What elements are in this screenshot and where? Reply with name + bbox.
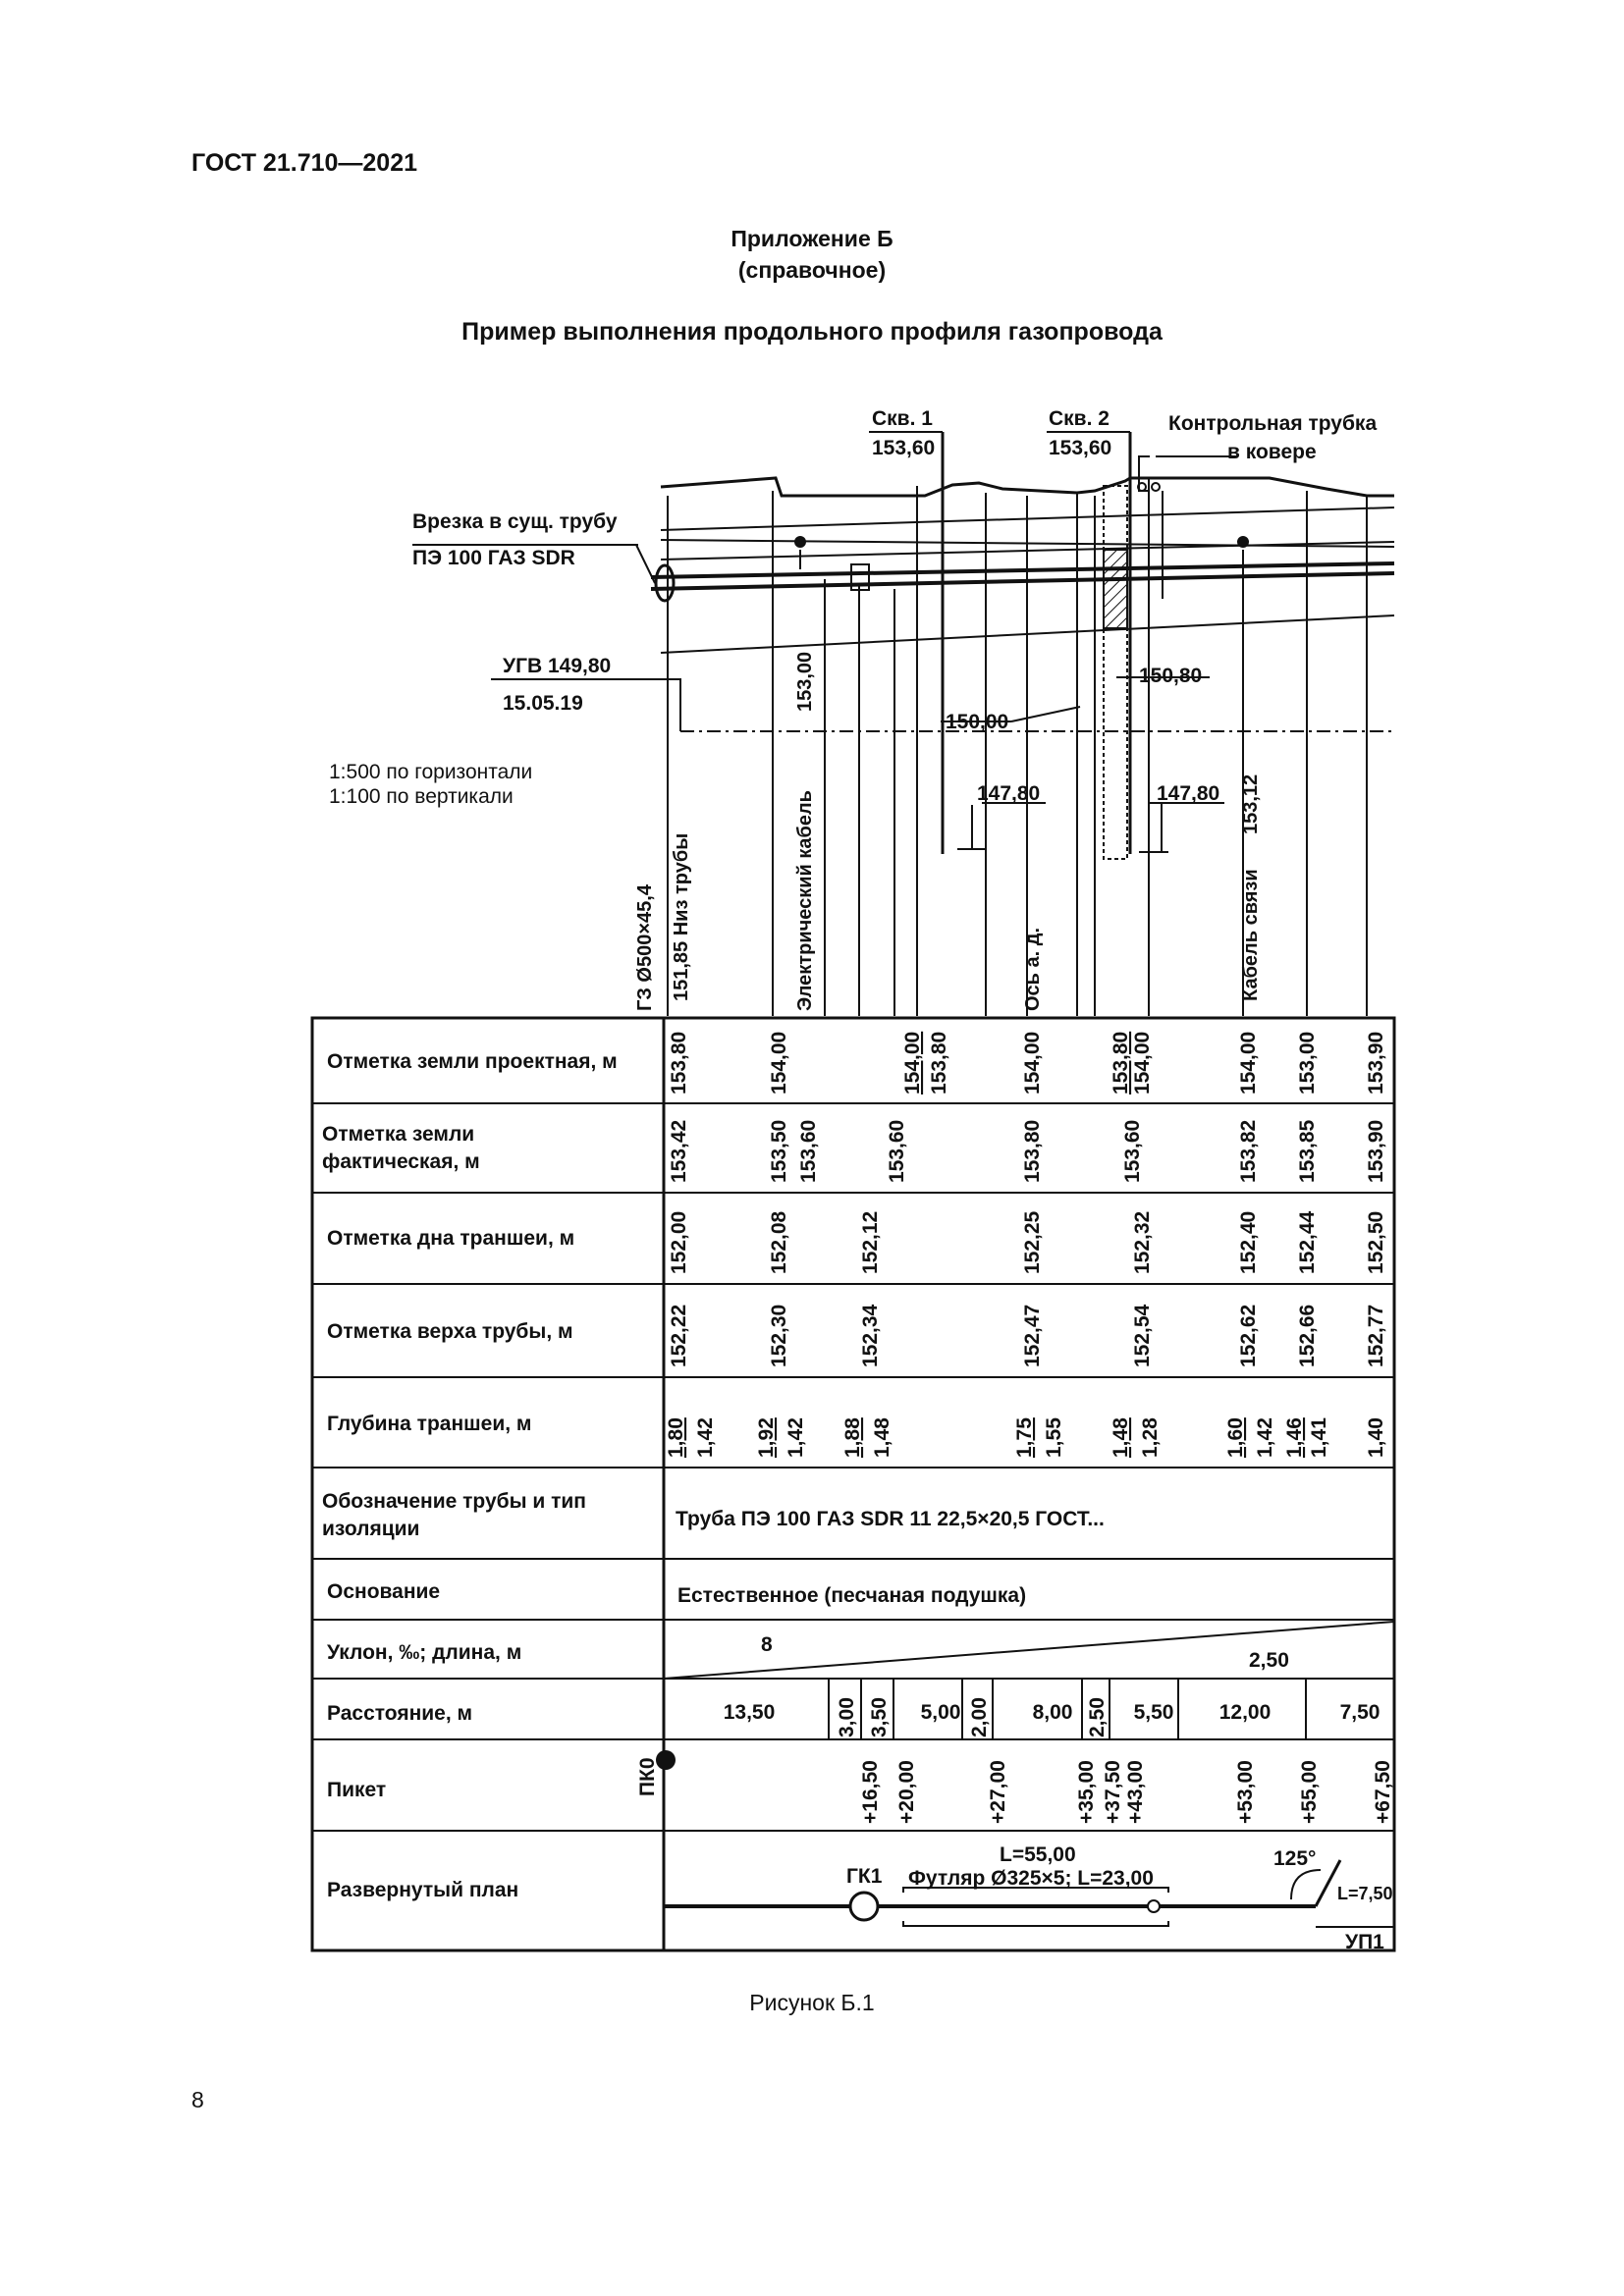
trench-depth-value: 1,48 <box>871 1417 893 1458</box>
distance-value: 5,50 <box>1133 1701 1174 1724</box>
well2-hatch <box>1104 550 1127 628</box>
plan-branch-length: L=7,50 <box>1337 1884 1393 1903</box>
trench-depth-value: 1,42 <box>1254 1417 1276 1458</box>
trench-depth-value: 1,42 <box>785 1417 807 1458</box>
distance-value: 3,00 <box>836 1697 858 1737</box>
distance-value: 3,50 <box>868 1697 891 1737</box>
trench-bottom-value: 152,32 <box>1131 1210 1154 1274</box>
distance-value: 12,00 <box>1218 1701 1272 1724</box>
actual-ground-value: 153,82 <box>1237 1119 1260 1183</box>
proj-ground-value: 153,00 <box>1296 1031 1319 1095</box>
proj-ground-value: 154,00 <box>1237 1031 1260 1095</box>
proj-ground-value: 154,00 <box>1131 1031 1154 1095</box>
actual-ground-value: 153,42 <box>668 1119 690 1183</box>
actual-ground-value: 153,80 <box>1021 1119 1044 1183</box>
scale-horizontal: 1:500 по горизонтали <box>329 761 533 783</box>
el-cable-label: Электрический кабель <box>794 790 816 1011</box>
picket-value: +55,00 <box>1298 1760 1321 1824</box>
trench-bottom-value: 152,12 <box>859 1210 882 1274</box>
pipe-top-value: 152,66 <box>1296 1304 1319 1367</box>
row-label-pipe-designation-2: изоляции <box>322 1518 420 1540</box>
pipe-designation-value: Труба ПЭ 100 ГАЗ SDR 11 22,5×20,5 ГОСТ... <box>676 1508 1105 1530</box>
trench-depth-value: 1,88 <box>841 1417 864 1458</box>
proj-ground-value: 153,80 <box>928 1031 950 1095</box>
pipe-top-value: 152,77 <box>1365 1304 1387 1367</box>
actual-ground-value: 153,90 <box>1365 1119 1387 1183</box>
ugv-date: 15.05.19 <box>503 692 583 715</box>
picket-value: +53,00 <box>1234 1760 1257 1824</box>
row-label-trench-bottom: Отметка дна траншеи, м <box>327 1227 575 1250</box>
trench-depth-value: 1,60 <box>1224 1417 1247 1458</box>
el-cable-point <box>795 537 805 547</box>
row-label-slope: Уклон, ‰; длина, м <box>327 1641 522 1664</box>
pipe-top-value: 152,34 <box>859 1304 882 1367</box>
scale-vertical: 1:100 по вертикали <box>329 785 514 808</box>
pipe-top-value: 152,47 <box>1021 1304 1044 1367</box>
distance-value: 7,50 <box>1339 1701 1380 1724</box>
road-axis-label: Ось а. д. <box>1022 927 1044 1011</box>
pipe-bottom-label: 151,85 Низ трубы <box>671 832 692 1001</box>
existing-pipe-ellipse <box>656 565 674 601</box>
row-label-picket: Пикет <box>327 1779 387 1801</box>
tapin-label-2: ПЭ 100 ГАЗ SDR <box>412 547 575 569</box>
comm-cable-label: Кабель связи <box>1240 869 1262 1001</box>
well1-label: Скв. 1 <box>872 407 933 430</box>
trench-depth-value: 1,46 <box>1283 1417 1306 1458</box>
picket-value: +37,50 <box>1102 1760 1124 1824</box>
trench-depth-value: 1,80 <box>665 1417 687 1458</box>
table-values <box>665 1032 1394 1824</box>
appendix-title: Приложение Б <box>731 226 893 251</box>
pipe-top-value: 152,22 <box>668 1304 690 1367</box>
trench-bottom-value: 152,08 <box>768 1210 790 1274</box>
proj-ground-value: 153,80 <box>1110 1031 1132 1095</box>
picket-value: +27,00 <box>987 1760 1009 1824</box>
level-147-80-b: 147,80 <box>1157 782 1220 805</box>
plan-casing: Футляр Ø325×5; L=23,00 <box>908 1867 1154 1890</box>
comm-cable-point <box>1238 537 1248 547</box>
trench-bottom-value: 152,00 <box>668 1210 690 1274</box>
row-label-base: Основание <box>327 1580 441 1603</box>
casing-end-point <box>1148 1900 1160 1912</box>
proj-ground-value: 154,00 <box>1021 1031 1044 1095</box>
trench-bottom-value: 152,50 <box>1365 1210 1387 1274</box>
distance-value: 8,00 <box>1032 1701 1073 1724</box>
level-150-00: 150,00 <box>946 711 1009 733</box>
distance-value: 13,50 <box>723 1701 776 1724</box>
picket-start: ПК0 <box>636 1757 659 1796</box>
plan-angle: 125° <box>1273 1847 1317 1870</box>
trench-bottom-value: 152,25 <box>1021 1210 1044 1274</box>
plan-up1: УП1 <box>1345 1931 1384 1953</box>
trench-depth-value: 1,41 <box>1308 1417 1330 1458</box>
well2-label: Скв. 2 <box>1049 407 1110 430</box>
el-cable-elev: 153,00 <box>794 651 816 712</box>
actual-ground-value: 153,60 <box>1121 1119 1144 1183</box>
distance-value: 5,00 <box>920 1701 961 1724</box>
figure-caption: Рисунок Б.1 <box>749 1990 875 2015</box>
proj-ground-value: 154,00 <box>901 1031 924 1095</box>
control-tube-label-2: в ковере <box>1227 441 1317 463</box>
row-label-pipe-top: Отметка верха трубы, м <box>327 1320 573 1343</box>
level-150-80: 150,80 <box>1139 665 1203 687</box>
comm-cable-elev: 153,12 <box>1240 774 1262 834</box>
plan-length: L=55,00 <box>1000 1843 1076 1866</box>
row-label-distance: Расстояние, м <box>327 1702 473 1725</box>
row-label-trench-depth: Глубина траншеи, м <box>327 1413 532 1435</box>
pipe-top-value: 152,54 <box>1131 1304 1154 1367</box>
trench-depth-value: 1,75 <box>1013 1417 1036 1458</box>
pk0-marker <box>656 1750 676 1770</box>
well1-elev: 153,60 <box>872 437 936 459</box>
actual-ground-value: 153,50 <box>768 1119 790 1183</box>
trench-depth-value: 1,55 <box>1043 1417 1065 1458</box>
page-number: 8 <box>191 2087 204 2112</box>
trench-depth-value: 1,40 <box>1365 1417 1387 1458</box>
control-tube-label: Контрольная трубка <box>1168 412 1378 435</box>
trench-bottom-value: 152,40 <box>1237 1210 1260 1274</box>
distance-value: 2,50 <box>1086 1697 1109 1737</box>
gk1-circle <box>850 1893 878 1920</box>
ground-line <box>661 478 1394 496</box>
actual-ground-value: 153,85 <box>1296 1119 1319 1183</box>
base-value: Естественное (песчаная подушка) <box>677 1584 1027 1607</box>
distance-value: 2,00 <box>968 1697 991 1737</box>
picket-value: +16,50 <box>859 1760 882 1824</box>
trench-depth-value: 1,92 <box>755 1417 778 1458</box>
actual-ground-value: 153,60 <box>797 1119 820 1183</box>
trench-bottom-value: 152,44 <box>1296 1210 1319 1274</box>
proj-ground-value: 153,80 <box>668 1031 690 1095</box>
picket-value: +20,00 <box>895 1760 918 1824</box>
row-label-actual-ground: Отметка земли <box>322 1123 475 1146</box>
row-label-actual-ground-2: фактическая, м <box>322 1150 480 1173</box>
level-147-80-a: 147,80 <box>977 782 1041 805</box>
slope-value: 8 <box>761 1633 773 1656</box>
pipe-top-value: 152,62 <box>1237 1304 1260 1367</box>
pipe-top-value: 152,30 <box>768 1304 790 1367</box>
trench-depth-value: 1,48 <box>1110 1417 1132 1458</box>
plan-gk1: ГК1 <box>846 1865 883 1888</box>
row-label-proj-ground: Отметка земли проектная, м <box>327 1050 618 1073</box>
proj-ground-value: 154,00 <box>768 1031 790 1095</box>
well2-elev: 153,60 <box>1049 437 1112 459</box>
picket-value: +43,00 <box>1124 1760 1147 1824</box>
well2-column <box>1104 486 1127 859</box>
ugv-label: УГВ 149,80 <box>503 655 612 677</box>
figure-title: Пример выполнения продольного профиля газопровода <box>461 318 1163 346</box>
picket-value: +67,50 <box>1372 1760 1394 1824</box>
actual-ground-value: 153,60 <box>886 1119 908 1183</box>
picket-value: +35,00 <box>1075 1760 1098 1824</box>
proj-ground-value: 153,90 <box>1365 1031 1387 1095</box>
gas-main-label: ГЗ Ø500×45,4 <box>634 884 656 1011</box>
appendix-subtitle: (справочное) <box>737 257 887 283</box>
document-code: ГОСТ 21.710—2021 <box>191 149 418 177</box>
trench-depth-value: 1,28 <box>1139 1417 1162 1458</box>
row-label-pipe-designation: Обозначение трубы и тип <box>322 1490 586 1513</box>
tapin-label: Врезка в сущ. трубу <box>412 510 618 533</box>
trench-depth-value: 1,42 <box>694 1417 717 1458</box>
row-label-plan: Развернутый план <box>327 1879 519 1901</box>
slope-length-value: 2,50 <box>1249 1649 1289 1672</box>
